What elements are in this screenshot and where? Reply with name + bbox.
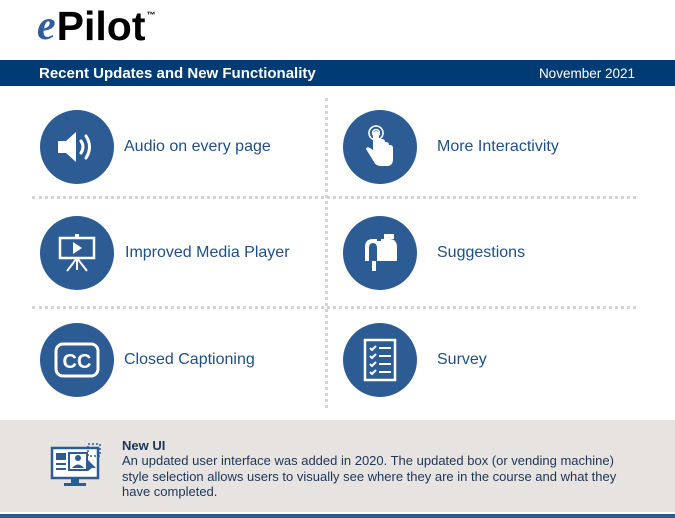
new-ui-title: New UI bbox=[122, 438, 166, 453]
feature-audio bbox=[40, 110, 271, 184]
logo-trademark: ™ bbox=[146, 10, 156, 20]
monitor-ui-icon bbox=[50, 443, 108, 494]
logo-name: Pilot bbox=[56, 3, 146, 49]
grid-vertical-divider bbox=[325, 98, 328, 408]
closed-caption-icon bbox=[40, 323, 114, 397]
media-player-icon bbox=[40, 216, 114, 290]
survey-checklist-icon bbox=[343, 323, 417, 397]
feature-survey bbox=[343, 323, 487, 397]
page-title: Recent Updates and New Functionality bbox=[39, 64, 316, 82]
epilot-logo bbox=[37, 4, 155, 48]
header-bar bbox=[0, 60, 675, 86]
feature-interactivity-label: More Interactivity bbox=[437, 138, 559, 155]
bottom-accent-line bbox=[0, 514, 675, 518]
feature-audio-label: Audio on every page bbox=[124, 138, 271, 155]
mailbox-icon bbox=[343, 216, 417, 290]
new-ui-description: An updated user interface was added in 2020. The updated box (or vending machine) style selection allows users to visually see where they are in the course and what they have completed. bbox=[122, 453, 617, 499]
logo-prefix: e bbox=[37, 3, 56, 49]
feature-interactivity bbox=[343, 110, 559, 184]
grid-divider-2 bbox=[32, 306, 636, 309]
svg-text:CC: CC bbox=[62, 351, 92, 373]
pointer-hand-icon bbox=[343, 110, 417, 184]
feature-survey-label: Survey bbox=[437, 351, 487, 368]
feature-closed-captioning-label: Closed Captioning bbox=[124, 351, 255, 368]
feature-media-player-label: Improved Media Player bbox=[125, 244, 290, 261]
feature-suggestions bbox=[343, 216, 525, 290]
header-date: November 2021 bbox=[538, 65, 635, 81]
feature-closed-captioning bbox=[40, 323, 255, 397]
grid-divider-1 bbox=[32, 196, 636, 199]
speaker-icon bbox=[40, 110, 114, 184]
feature-suggestions-label: Suggestions bbox=[437, 244, 526, 261]
feature-media-player bbox=[40, 216, 290, 290]
feature-grid bbox=[32, 96, 636, 410]
